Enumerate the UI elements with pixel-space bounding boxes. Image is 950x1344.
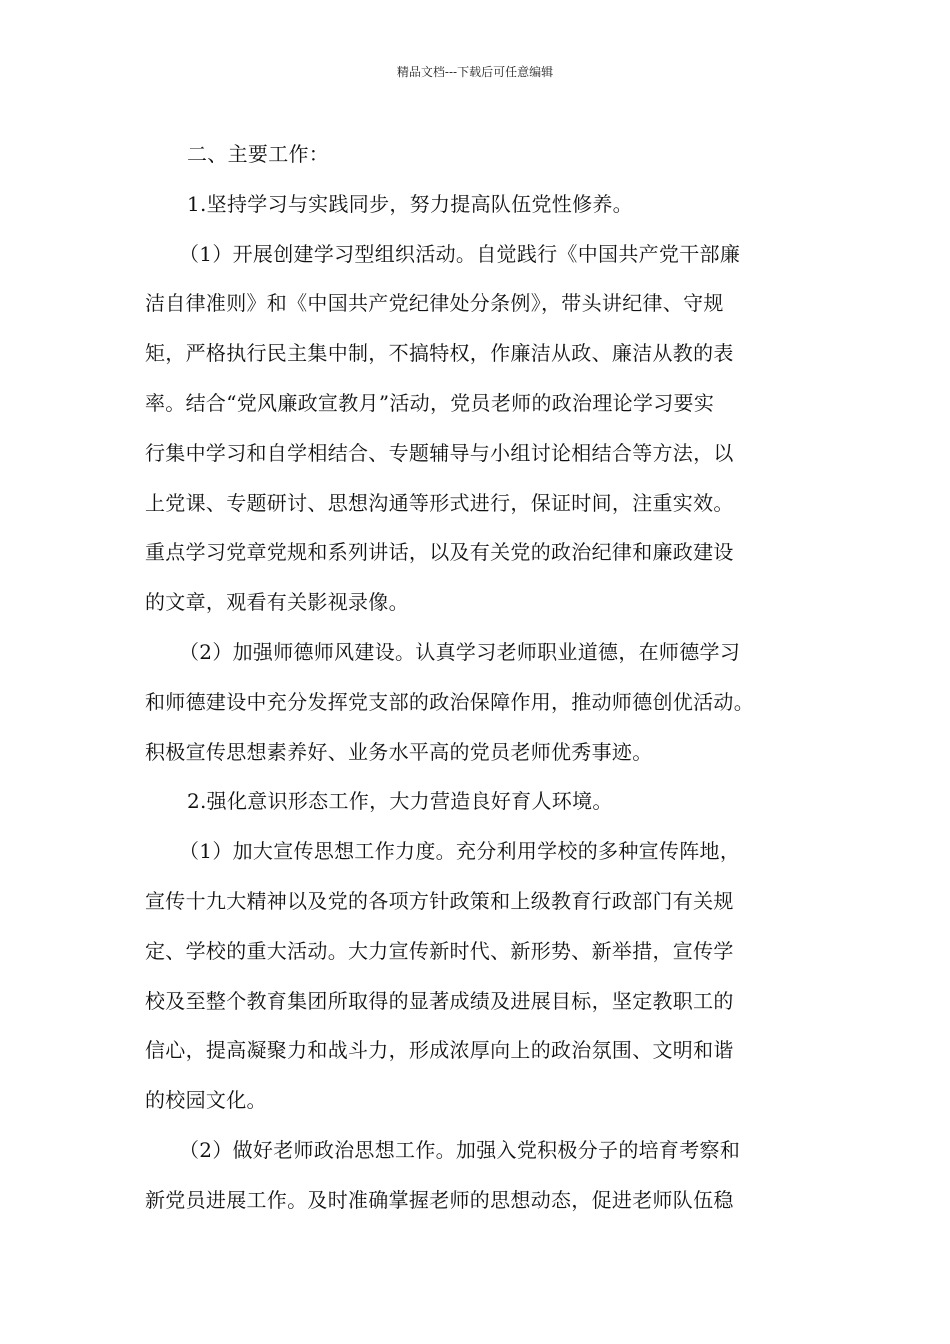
paragraph-line: 宣传十九大精神以及党的各项方针政策和上级教育行政部门有关规 xyxy=(145,888,734,913)
paragraph-line: 矩，严格执行民主集中制，不搞特权，作廉洁从政、廉洁从教的表 xyxy=(145,341,734,366)
subsection-heading-2: 2.强化意识形态工作，大力营造良好育人环境。 xyxy=(187,789,613,814)
section-heading: 二、主要工作： xyxy=(187,142,330,166)
paragraph-line: （2）做好老师政治思想工作。加强入党积极分子的培育考察和 xyxy=(179,1137,741,1162)
paragraph-line: 的校园文化。 xyxy=(145,1088,267,1113)
paragraph-line: 新党员进展工作。及时准确掌握老师的思想动态，促进老师队伍稳 xyxy=(145,1187,734,1212)
paragraph-line: 定、学校的重大活动。大力宣传新时代、新形势、新举措，宣传学 xyxy=(145,938,734,963)
paragraph-line: （2）加强师德师风建设。认真学习老师职业道德，在师德学习 xyxy=(179,639,741,664)
subsection-heading-1: 1.坚持学习与实践同步，努力提高队伍党性修养。 xyxy=(187,191,633,216)
paragraph-line: 信心，提高凝聚力和战斗力，形成浓厚向上的政治氛围、文明和谐 xyxy=(145,1038,734,1063)
paragraph-line: 洁自律准则》和《中国共产党纪律处分条例》，带头讲纪律、守规 xyxy=(145,291,724,316)
page-header: 精品文档---下载后可任意编辑 xyxy=(396,65,554,79)
paragraph-line: 和师德建设中充分发挥党支部的政治保障作用，推动师德创优活动。 xyxy=(145,689,754,714)
paragraph-line: 校及至整个教育集团所取得的显著成绩及进展目标，坚定教职工的 xyxy=(145,988,734,1013)
paragraph-line: （1）开展创建学习型组织活动。自觉践行《中国共产党干部廉 xyxy=(179,241,741,266)
paragraph-line: 的文章，观看有关影视录像。 xyxy=(145,590,409,615)
paragraph-line: （1）加大宣传思想工作力度。充分利用学校的多种宣传阵地， xyxy=(179,839,741,864)
paragraph-line: 率。结合“党风廉政宣教月”活动，党员老师的政治理论学习要实 xyxy=(145,390,715,415)
paragraph-line: 上党课、专题研讨、思想沟通等形式进行，保证时间，注重实效。 xyxy=(145,490,734,515)
paragraph-line: 积极宣传思想素养好、业务水平高的党员老师优秀事迹。 xyxy=(145,739,653,764)
paragraph-line: 重点学习党章党规和系列讲话，以及有关党的政治纪律和廉政建设 xyxy=(145,540,734,565)
document-body xyxy=(145,130,815,1226)
paragraph-line: 行集中学习和自学相结合、专题辅导与小组讨论相结合等方法，以 xyxy=(145,440,734,465)
